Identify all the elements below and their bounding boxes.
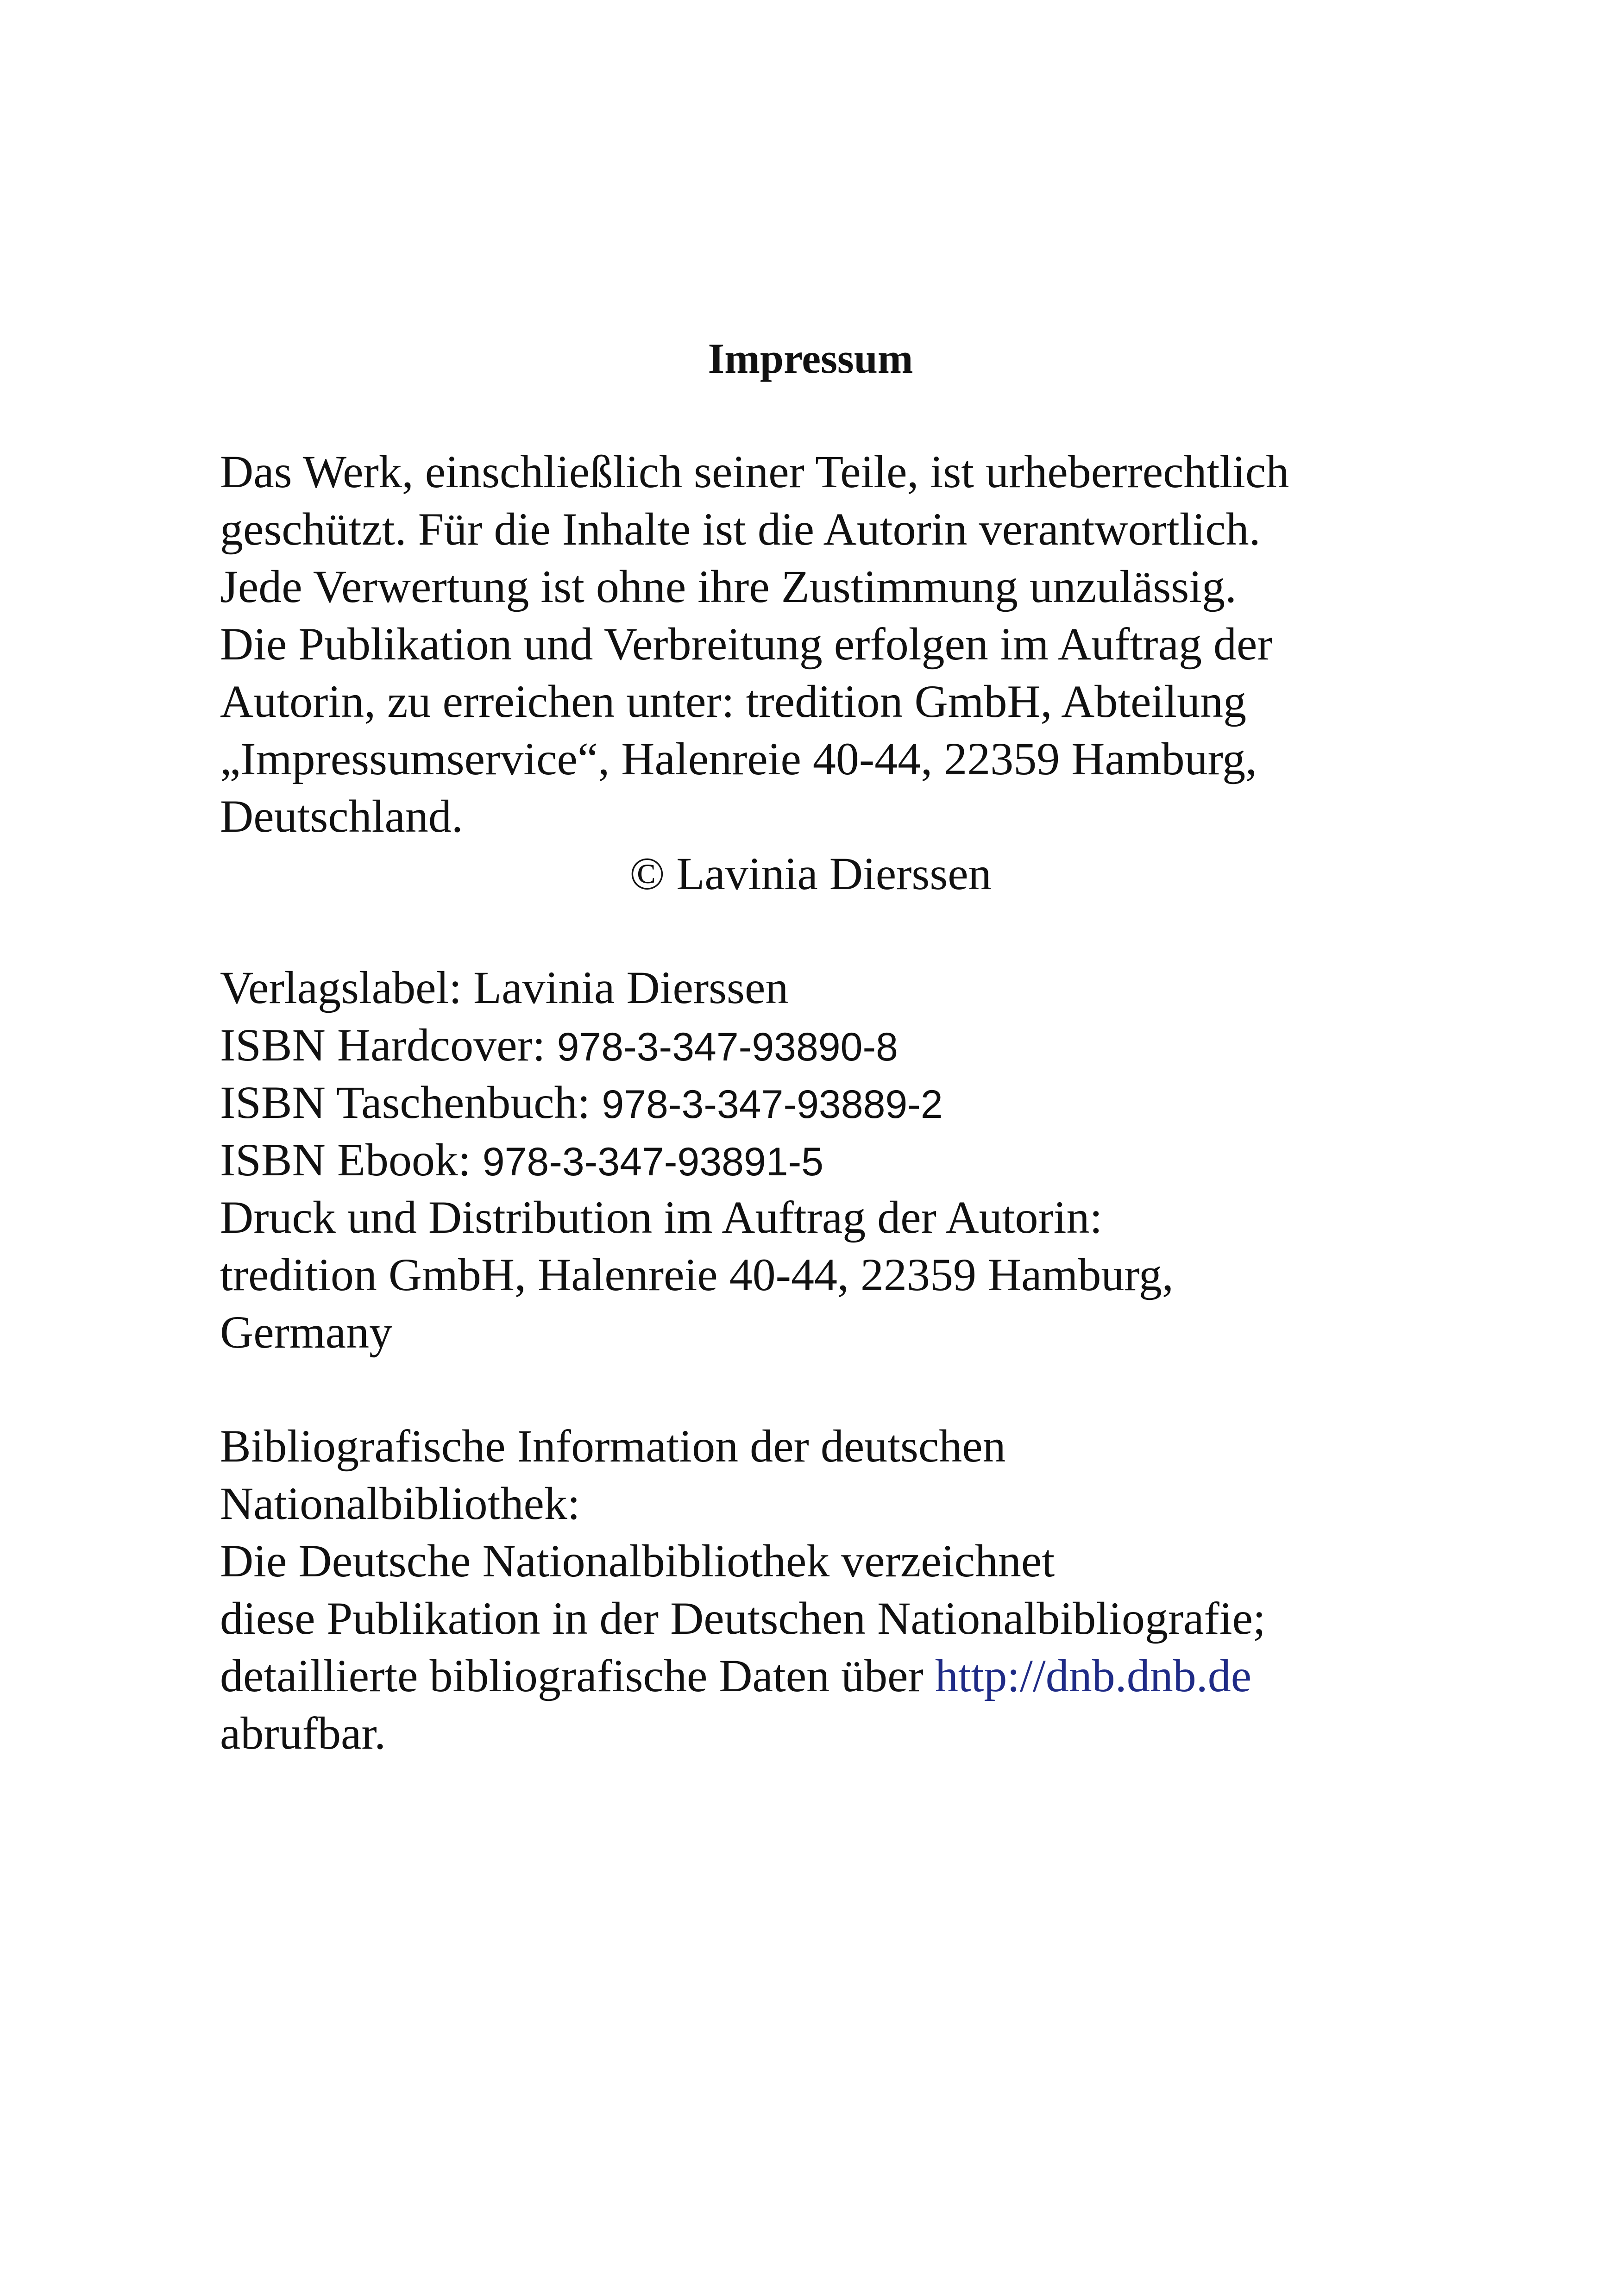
print-line-3: Germany: [220, 1306, 393, 1358]
copyright-line-4: Die Publikation und Verbreitung erfolgen im Auftrag der: [220, 618, 1273, 670]
publisher-label-line: Verlagslabel: Lavinia Dierssen: [220, 962, 789, 1013]
copyright-line-1: Das Werk, einschließlich seiner Teile, ist urheberrechtlich: [220, 446, 1289, 497]
copyright-line-3: Jede Verwertung ist ohne ihre Zustimmung unzulässig.: [220, 561, 1237, 612]
bibliographic-line-4: diese Publikation in der Deutschen Nationalbibliografie;: [220, 1593, 1266, 1644]
isbn-hardcover-line: [220, 1016, 1470, 1076]
print-line-2: tredition GmbH, Halenreie 40-44, 22359 Hamburg,: [220, 1249, 1174, 1300]
print-line-1: Druck und Distribution im Auftrag der Autorin:: [220, 1192, 1103, 1243]
isbn-ebook-line: [220, 1131, 1470, 1191]
copyright-line-7: Deutschland.: [220, 790, 463, 842]
bibliographic-line-1: Bibliografische Information der deutschen: [220, 1420, 1006, 1472]
isbn-hardcover-label: ISBN Hardcover:: [220, 1019, 557, 1071]
bibliographic-last-line: abrufbar.: [220, 1707, 386, 1759]
isbn-paperback-value: 978-3-347-93889-2: [602, 1082, 943, 1127]
isbn-hardcover-value: 978-3-347-93890-8: [557, 1025, 898, 1069]
page-title: Impressum: [708, 335, 913, 382]
bibliographic-link-line: [220, 1647, 1470, 1705]
isbn-ebook-label: ISBN Ebook:: [220, 1134, 483, 1186]
bibliographic-line-2: Nationalbibliothek:: [220, 1478, 580, 1529]
isbn-ebook-value: 978-3-347-93891-5: [482, 1140, 824, 1184]
dnb-link[interactable]: http://dnb.dnb.de: [935, 1650, 1252, 1701]
copyright-line-2: geschützt. Für die Inhalte ist die Autorin verantwortlich.: [220, 503, 1261, 555]
copyright-line-5: Autorin, zu erreichen unter: tredition GmbH, Abteilung: [220, 676, 1247, 727]
isbn-paperback-label: ISBN Taschenbuch:: [220, 1077, 602, 1128]
bibliographic-line-3: Die Deutsche Nationalbibliothek verzeichnet: [220, 1535, 1055, 1587]
copyright-line-6: „Impressumservice“, Halenreie 40-44, 22359 Hamburg,: [220, 733, 1257, 784]
bibliographic-link-prefix: detaillierte bibliografische Daten über: [220, 1650, 935, 1701]
copyright-notice: © Lavinia Dierssen: [629, 848, 992, 899]
isbn-paperback-line: [220, 1074, 1470, 1133]
